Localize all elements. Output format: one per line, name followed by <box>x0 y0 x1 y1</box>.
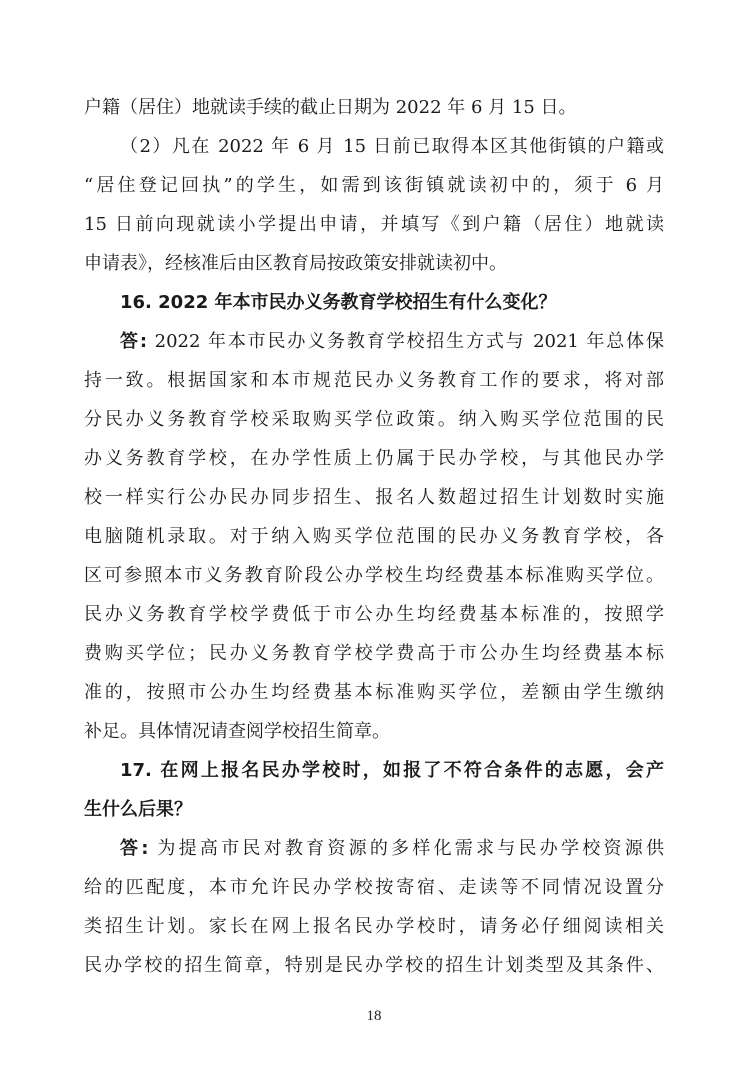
answer-text: 2022 年本市民办义务教育学校招生方式与 2021 年总体保 <box>147 331 664 352</box>
paragraph-line: 申请表》，经核准后由区教育局按政策安排就读初中。 <box>84 253 507 274</box>
body-text <box>84 88 664 985</box>
paragraph-line: 办义务教育学校，在办学性质上仍属于民办学校，与其他民办学 <box>84 448 664 469</box>
paragraph-line: 补足。具体情况请查阅学校招生简章。 <box>84 721 390 742</box>
paragraph-line: 类招生计划。家长在网上报名民办学校时，请务必仔细阅读相关 <box>84 916 664 937</box>
paragraph-line: 准的，按照市公办生均经费基本标准购买学位，差额由学生缴纳 <box>84 682 664 703</box>
paragraph-line: 校一样实行公办民办同步招生、报名人数超过招生计划数时实施 <box>84 487 664 508</box>
answer-first-line-17 <box>84 829 664 868</box>
page-number: 18 <box>366 1008 382 1024</box>
paragraph-line: 电脑随机录取。对于纳入购买学位范围的民办义务教育学校，各 <box>84 526 664 547</box>
answer-first-line-16 <box>84 322 664 361</box>
answer-text: 为提高市民对教育资源的多样化需求与民办学校资源供 <box>148 838 664 859</box>
paragraph-line: “居住登记回执”的学生，如需到该街镇就读初中的，须于 6 月 <box>84 175 664 196</box>
paragraph-line: 分民办义务教育学校采取购买学位政策。纳入购买学位范围的民 <box>84 409 664 430</box>
paragraph-line: 民办义务教育学校学费低于市公办生均经费基本标准的，按照学 <box>84 604 664 625</box>
answer-label: 答: <box>120 838 149 859</box>
question-heading-17-cont: 生什么后果？ <box>84 799 192 820</box>
question-heading-16: 16. 2022 年本市民办义务教育学校招生有什么变化？ <box>120 292 557 313</box>
paragraph-line: 15 日前向现就读小学提出申请，并填写《到户籍（居住）地就读 <box>84 214 664 235</box>
paragraph-line: 费购买学位；民办义务教育学校学费高于市公办生均经费基本标 <box>84 643 664 664</box>
question-heading-17: 17. 在网上报名民办学校时，如报了不符合条件的志愿，会产 <box>120 760 664 781</box>
paragraph-line: 民办学校的招生简章，特别是民办学校的招生计划类型及其条件、 <box>84 955 664 976</box>
paragraph-line: 给的匹配度，本市允许民办学校按寄宿、走读等不同情况设置分 <box>84 877 664 898</box>
paragraph-line: 区可参照本市义务教育阶段公办学校生均经费基本标准购买学位。 <box>84 565 664 586</box>
paragraph-line: 户籍（居住）地就读手续的截止日期为 2022 年 6 月 15 日。 <box>84 97 577 118</box>
answer-label: 答: <box>120 331 148 352</box>
paragraph-line: （2）凡在 2022 年 6 月 15 日前已取得本区其他街镇的户籍或 <box>120 136 664 157</box>
paragraph-line: 持一致。根据国家和本市规范民办义务教育工作的要求，将对部 <box>84 370 664 391</box>
